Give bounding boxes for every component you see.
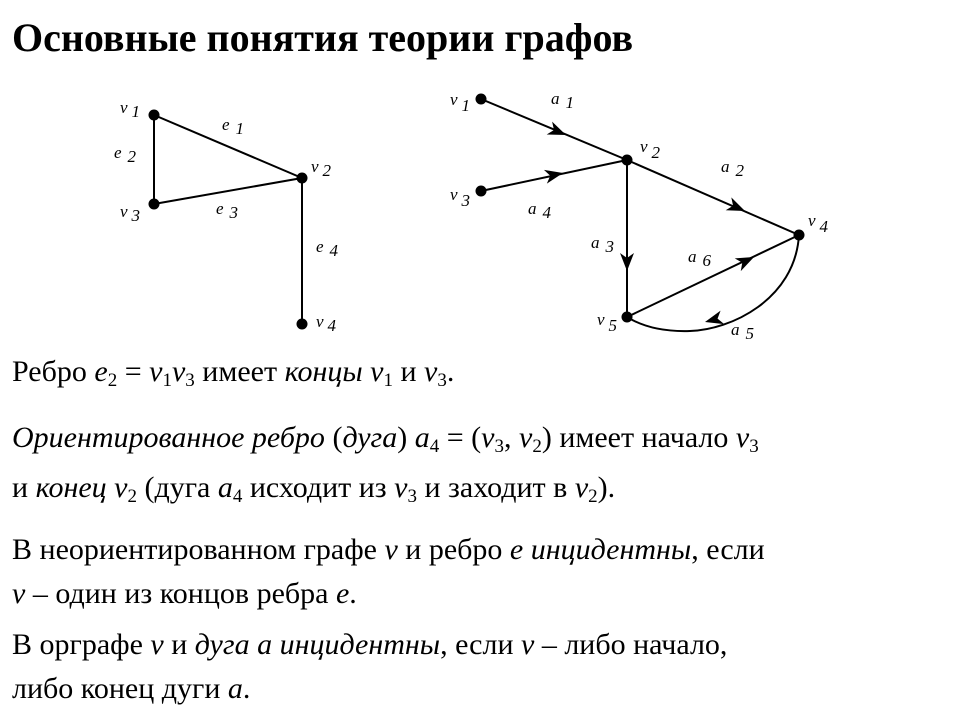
label-v3: v 3 <box>450 185 471 210</box>
arc-symbol: a <box>217 471 233 504</box>
text: ( <box>324 421 343 454</box>
text: либо конец дуги <box>12 672 228 705</box>
vertex-symbol: v <box>12 577 26 610</box>
label-a6: a 6 <box>688 247 711 270</box>
graph-figures <box>0 0 960 350</box>
vertex-symbol: v <box>114 471 128 504</box>
label-e3: e 3 <box>216 199 239 222</box>
label-v4: v 4 <box>808 211 829 236</box>
text: , если <box>691 533 765 566</box>
subscript: 2 <box>588 486 598 507</box>
subscript: 1 <box>162 370 172 391</box>
vertex-v4 <box>794 230 805 241</box>
vertex-symbol: v <box>574 471 589 504</box>
subscript: 3 <box>749 436 759 457</box>
vertex-v1 <box>476 94 487 105</box>
vertex-symbol: v <box>171 355 186 388</box>
vertex-v4 <box>297 319 308 330</box>
label-e4: e 4 <box>316 237 339 260</box>
label-v4: v 4 <box>316 312 337 335</box>
text: В неориентированном графе <box>12 533 385 566</box>
term-arc: дуга <box>342 421 398 454</box>
edge-symbol: e <box>509 533 524 566</box>
arrowhead-a6 <box>735 251 757 271</box>
subscript: 4 <box>429 436 440 457</box>
vertex-symbol: v <box>424 355 438 388</box>
label-a3: a 3 <box>591 233 614 256</box>
vertex-symbol: v <box>394 471 408 504</box>
vertex-symbol: v <box>150 628 164 661</box>
vertex-symbol: v <box>384 533 398 566</box>
text: и <box>392 355 425 388</box>
edge-symbol: e <box>94 355 108 388</box>
text: – либо начало, <box>534 628 728 661</box>
label-e2: e 2 <box>114 143 137 166</box>
label-v2: v 2 <box>640 137 661 162</box>
definition-directed-incidence <box>12 623 727 711</box>
term-end: конец <box>35 471 107 504</box>
text: = <box>117 355 150 388</box>
subscript: 3 <box>494 436 504 457</box>
arc-a2 <box>627 160 799 235</box>
text: и <box>12 471 36 504</box>
label-v5: v 5 <box>597 310 618 335</box>
directed-graph <box>450 89 829 343</box>
edge-symbol: e <box>335 577 350 610</box>
label-v3: v 3 <box>120 202 141 225</box>
label-v1: v 1 <box>120 98 141 121</box>
definition-undirected-incidence <box>12 528 765 616</box>
definition-edge-ends <box>12 350 454 394</box>
text: имеет <box>194 355 285 388</box>
text: и <box>163 628 195 661</box>
label-a4: a 4 <box>528 199 551 222</box>
arc-symbol: a <box>414 421 430 454</box>
text: . <box>349 577 357 610</box>
definition-directed-edge <box>12 413 759 513</box>
text: и ребро <box>397 533 510 566</box>
vertex-v3 <box>149 199 160 210</box>
vertex-v2 <box>297 173 308 184</box>
label-v1: v 1 <box>450 90 471 115</box>
text: и заходит в <box>417 471 575 504</box>
vertex-symbol: v <box>370 355 384 388</box>
arrowhead-a2 <box>726 197 748 217</box>
text: . <box>446 355 455 388</box>
term-incident: инцидентны <box>279 628 441 661</box>
text: . <box>242 672 251 705</box>
text: , <box>504 421 519 454</box>
page-title: Основные понятия теории графов <box>12 15 634 60</box>
text: = ( <box>439 421 482 454</box>
text: ) <box>397 421 415 454</box>
vertex-v3 <box>476 186 487 197</box>
subscript: 2 <box>107 370 118 391</box>
subscript: 2 <box>532 436 542 457</box>
text: (дуга <box>136 471 218 504</box>
vertex-v5 <box>622 312 633 323</box>
vertex-symbol: v <box>519 421 533 454</box>
undirected-graph <box>114 98 339 335</box>
label-v2: v 2 <box>311 157 332 180</box>
vertex-symbol: v <box>481 421 495 454</box>
subscript: 1 <box>383 370 393 391</box>
term-directed-edge: Ориентированное ребро <box>12 421 325 454</box>
arc-symbol: a <box>227 672 243 705</box>
text <box>272 628 280 661</box>
vertex-v2 <box>622 155 633 166</box>
term-arc: дуга a <box>194 628 273 661</box>
subscript: 3 <box>437 370 447 391</box>
text: В орграфе <box>12 628 151 661</box>
label-e1: e 1 <box>222 115 245 138</box>
label-a2: a 2 <box>721 157 744 180</box>
text: ). <box>597 471 616 504</box>
arrowhead-a1 <box>547 122 569 142</box>
arc-a6 <box>627 235 799 317</box>
text: ) имеет начало <box>541 421 736 454</box>
vertex-symbol: v <box>735 421 750 454</box>
subscript: 3 <box>185 370 195 391</box>
text: Ребро <box>12 355 95 388</box>
text: – один из концов ребра <box>25 577 336 610</box>
subscript: 4 <box>232 486 243 507</box>
text: исходит из <box>242 471 395 504</box>
term-incident: инцидентны <box>530 533 692 566</box>
vertex-symbol: v <box>149 355 163 388</box>
subscript: 3 <box>407 486 417 507</box>
subscript: 2 <box>127 486 137 507</box>
label-a1: a 1 <box>551 89 574 112</box>
term-ends: концы <box>284 355 363 388</box>
label-a5: a 5 <box>731 320 754 343</box>
text <box>523 533 531 566</box>
vertex-v1 <box>149 110 160 121</box>
vertex-symbol: v <box>521 628 535 661</box>
edge-e3 <box>154 178 302 204</box>
text: , если <box>440 628 521 661</box>
